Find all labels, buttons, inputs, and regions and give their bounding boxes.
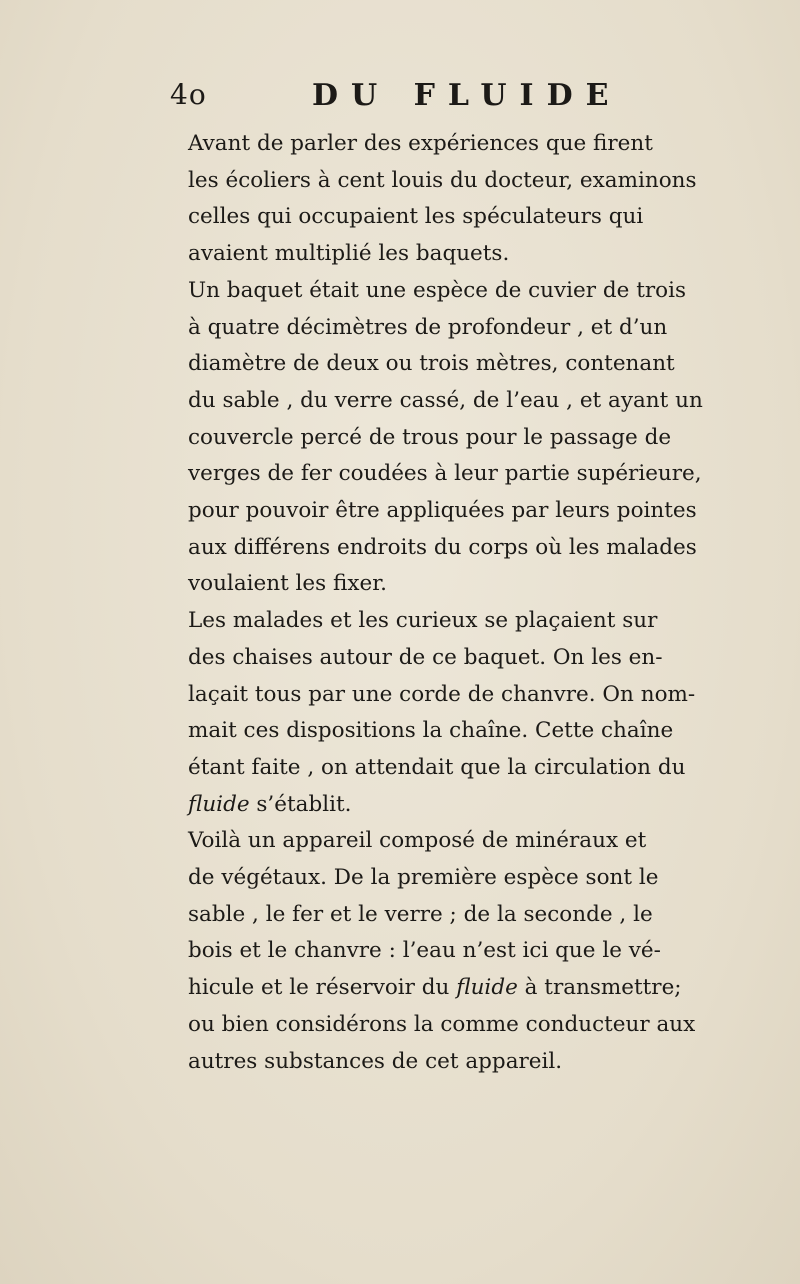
text-line: autres substances de cet appareil. xyxy=(188,1048,563,1074)
text-line: du sable , du verre cassé, de l’eau , et ayant un xyxy=(188,387,703,413)
text-fragment: hicule et le réservoir du xyxy=(188,975,457,1001)
text-line: laçait tous par une corde de chanvre. On nom- xyxy=(188,681,696,707)
text-line: couvercle percé de trous pour le passage de xyxy=(188,424,672,450)
page-number: 4o xyxy=(170,78,207,111)
text-line: de végétaux. De la première espèce sont le xyxy=(188,865,659,891)
text-line: bois et le chanvre : l’eau n’est ici que le vé- xyxy=(188,938,661,964)
text-line: avaient multiplié les baquets. xyxy=(188,241,510,267)
paragraph-4 xyxy=(168,823,696,1080)
text-fragment: s’établit. xyxy=(249,791,352,817)
text-line: mait ces dispositions la chaîne. Cette chaîne xyxy=(188,718,674,744)
text-line xyxy=(168,787,630,824)
text-line: pour pouvoir être appliquées par leurs pointes xyxy=(188,498,697,524)
text-line: ou bien considérons la comme conducteur aux xyxy=(188,1011,696,1037)
text-line: aux différens endroits du corps où les malades xyxy=(188,534,697,560)
text-line: les écoliers à cent louis du docteur, examinons xyxy=(188,167,697,193)
text-fragment: à transmettre; xyxy=(517,975,682,1001)
text-line: à quatre décimètres de profondeur , et d’un xyxy=(188,314,668,340)
text-line: voulaient les fixer. xyxy=(188,571,387,597)
paragraph-3 xyxy=(168,603,696,823)
text-line: Les malades et les curieux se plaçaient sur xyxy=(188,608,658,634)
paragraph-2 xyxy=(168,273,703,603)
text-line: Voilà un appareil composé de minéraux et xyxy=(188,828,647,854)
text-line: verges de fer coudées à leur partie supérieure, xyxy=(188,461,702,487)
italic-word: fluide xyxy=(188,791,250,817)
text-line: celles qui occupaient les spéculateurs qui xyxy=(188,204,644,230)
text-line: sable , le fer et le verre ; de la seconde , le xyxy=(188,901,653,927)
page-header xyxy=(170,78,630,118)
paragraph-1 xyxy=(168,126,697,273)
running-head: DU FLUIDE xyxy=(312,78,622,113)
text-line: diamètre de deux ou trois mètres, contenant xyxy=(188,351,675,377)
text-line: étant faite , on attendait que la circulation du xyxy=(188,754,686,780)
text-line: des chaises autour de ce baquet. On les en- xyxy=(188,644,663,670)
text-line: Avant de parler des expériences que firent xyxy=(188,131,653,156)
italic-word: fluide xyxy=(456,975,518,1001)
text-line xyxy=(168,970,682,1007)
body-text xyxy=(168,126,703,1080)
text-line: Un baquet était une espèce de cuvier de trois xyxy=(188,277,686,303)
